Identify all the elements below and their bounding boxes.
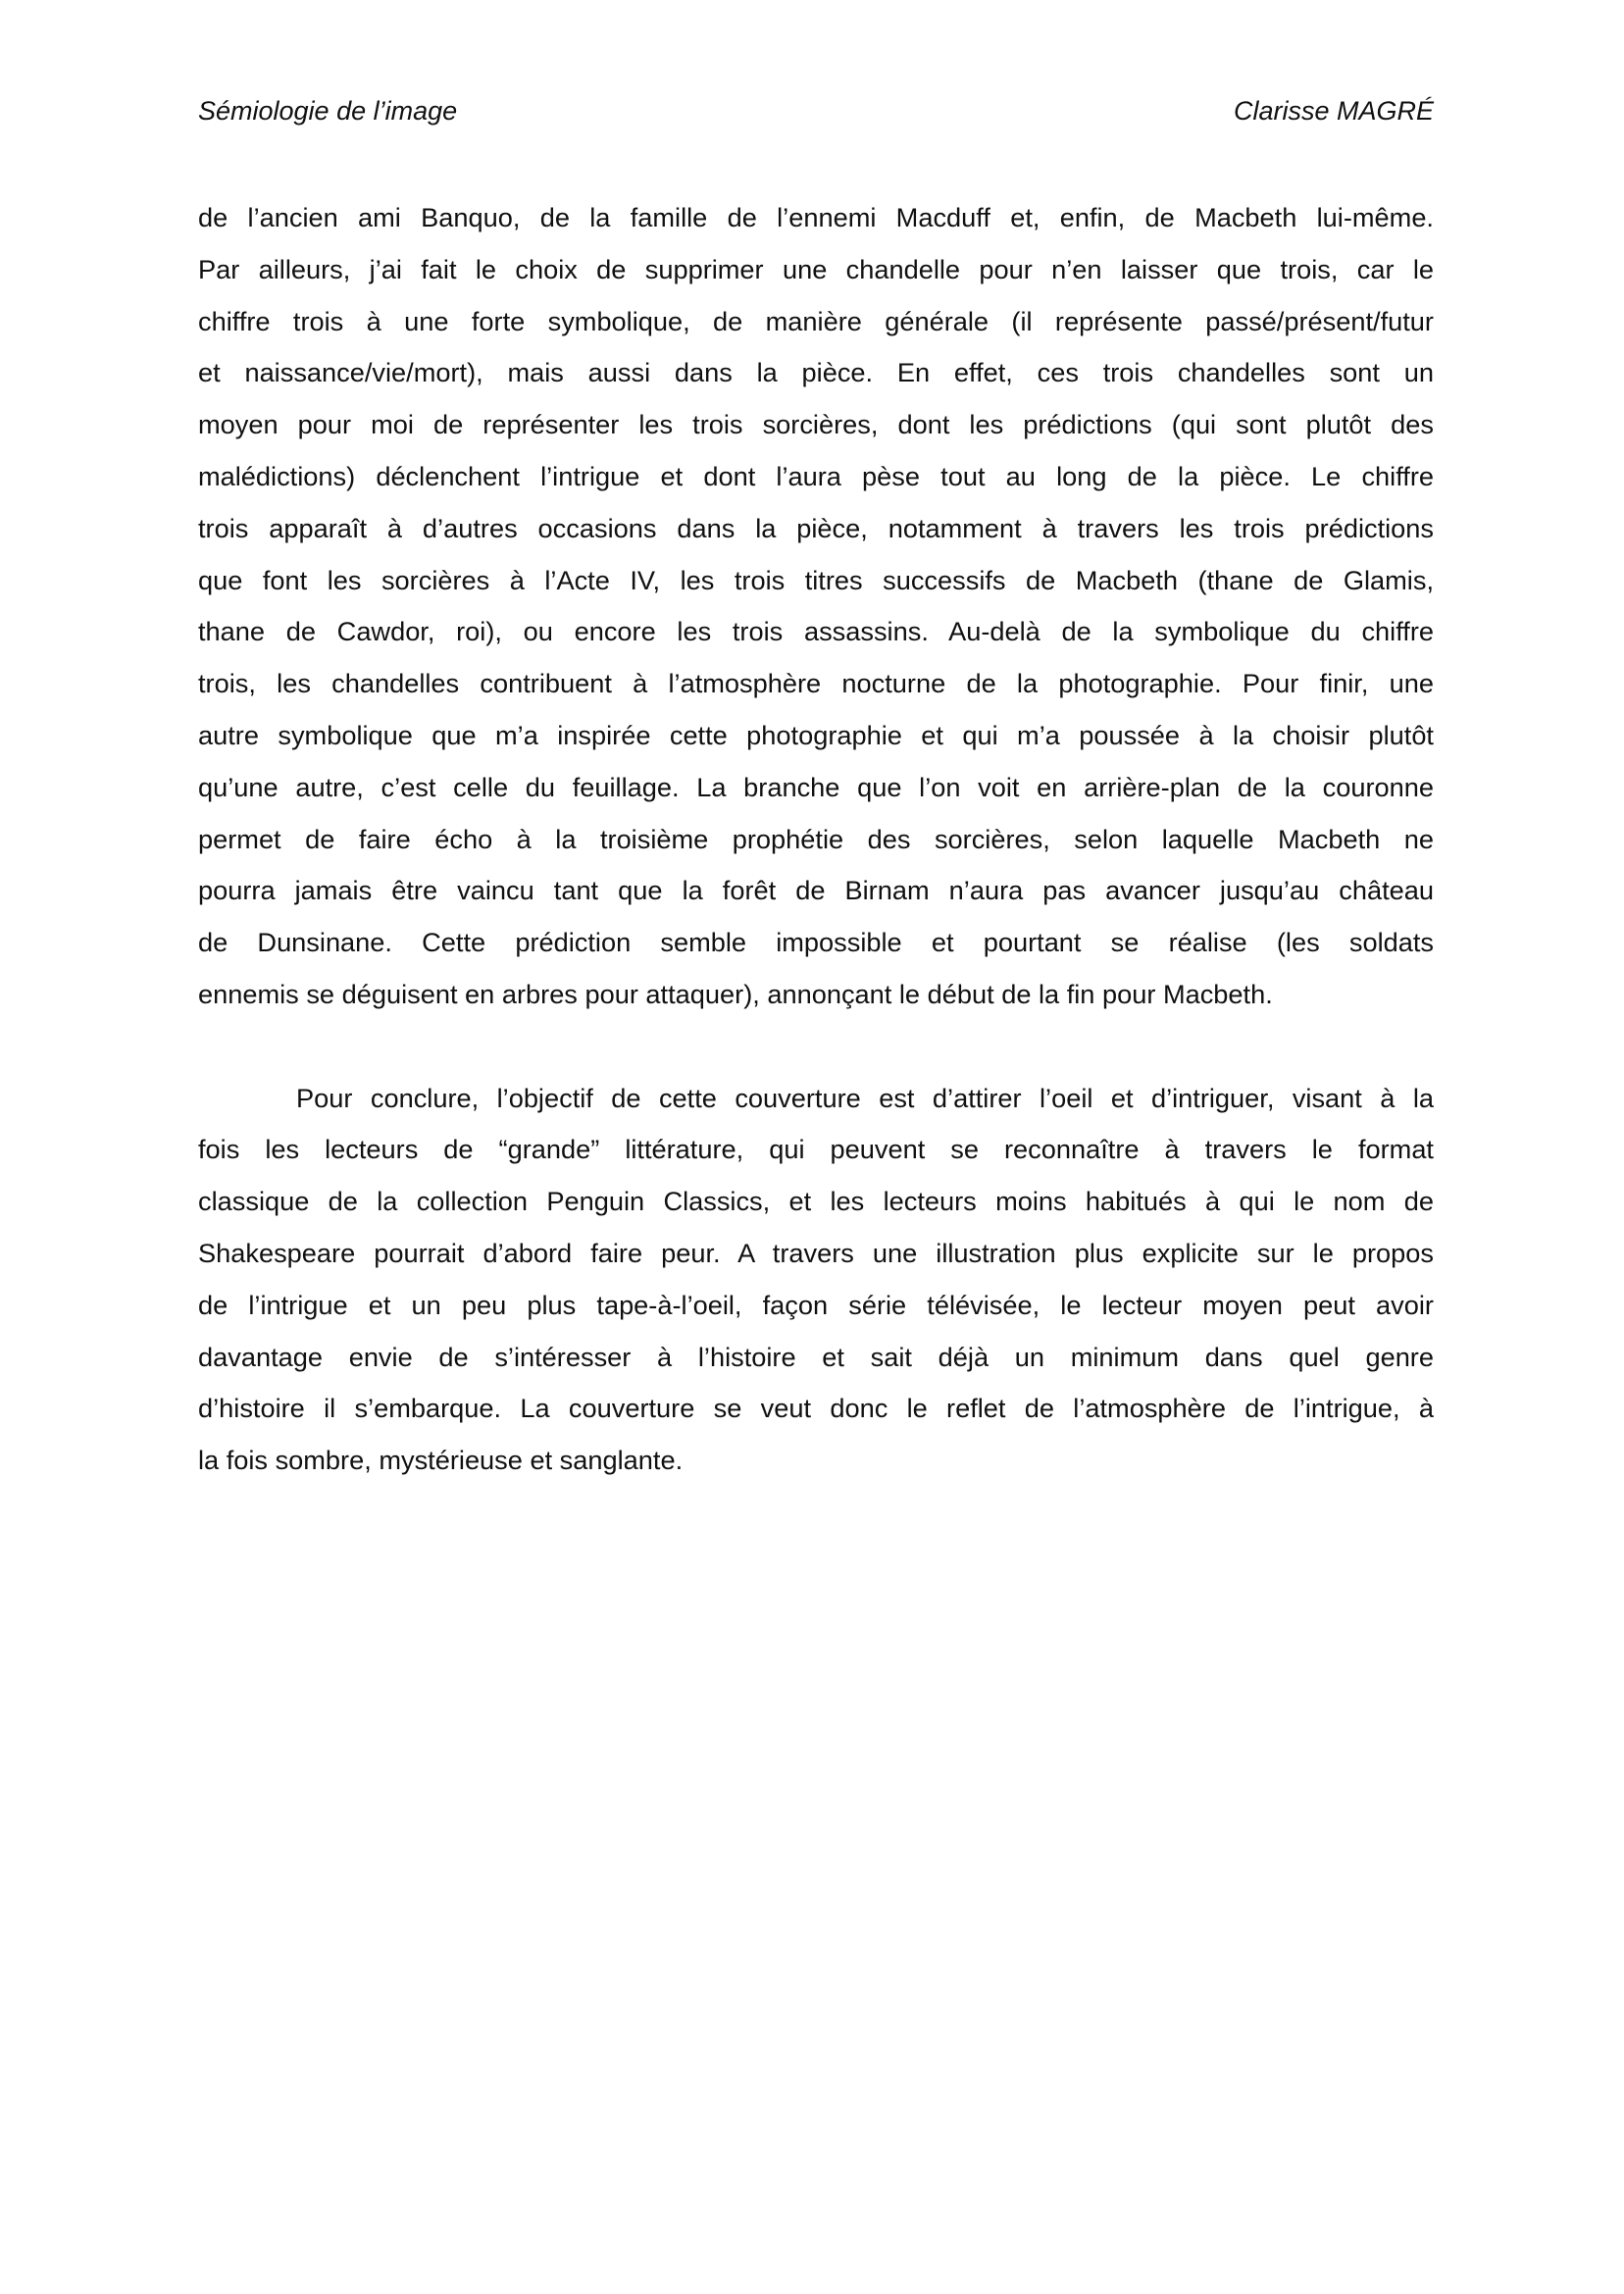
text-line: malédictions) déclenchent l’intrigue et dont l’aura pèse tout au long de la pièce. Le chiffre [198,460,1434,491]
text-line: ennemis se déguisent en arbres pour attaquer), annonçant le début de la fin pour Macbeth. [198,978,1273,1009]
header-author: Clarisse MAGRÉ [1233,96,1434,126]
text-line: Shakespeare pourrait d’abord faire peur. A travers une illustration plus explicite sur le propos [198,1237,1434,1268]
text-line: de l’intrigue et un peu plus tape-à-l’oeil, façon série télévisée, le lecteur moyen peut avoir [198,1289,1434,1320]
text-line: davantage envie de s’intéresser à l’histoire et sait déjà un minimum dans quel genre [198,1341,1434,1372]
text-line: Pour conclure, l’objectif de cette couverture est d’attirer l’oeil et d’intriguer, visant à la [296,1082,1434,1113]
paragraph-spacer [198,1021,1434,1073]
text-line: de l’ancien ami Banquo, de la famille de l’ennemi Macduff et, enfin, de Macbeth lui-même. [198,202,1434,232]
text-line: qu’une autre, c’est celle du feuillage. La branche que l’on voit en arrière-plan de la couronne [198,771,1434,802]
text-line: et naissance/vie/mort), mais aussi dans la pièce. En effet, ces trois chandelles sont un [198,357,1434,388]
text-line: moyen pour moi de représenter les trois sorcières, dont les prédictions (qui sont plutôt des [198,409,1434,440]
text-line: thane de Cawdor, roi), ou encore les trois assassins. Au-delà de la symbolique du chiffre [198,616,1434,647]
text-line: que font les sorcières à l’Acte IV, les trois titres successifs de Macbeth (thane de Glamis, [198,564,1434,595]
paragraph [198,1073,1434,1487]
text-line: chiffre trois à une forte symbolique, de manière générale (il représente passé/présent/futur [198,305,1434,336]
text-line: Par ailleurs, j’ai fait le choix de supprimer une chandelle pour n’en laisser que trois, car le [198,253,1434,284]
text-line: autre symbolique que m’a inspirée cette photographie et qui m’a poussée à la choisir plutôt [198,719,1434,750]
body-text [198,192,1434,1487]
text-line: la fois sombre, mystérieuse et sanglante. [198,1445,684,1476]
text-line: d’histoire il s’embarque. La couverture se veut donc le reflet de l’atmosphère de l’intrigue, à [198,1393,1434,1424]
text-line: de Dunsinane. Cette prédiction semble impossible et pourtant se réalise (les soldats [198,927,1434,958]
text-line: pourra jamais être vaincu tant que la forêt de Birnam n’aura pas avancer jusqu’au château [198,875,1434,906]
header-course-title: Sémiologie de l’image [198,96,458,126]
text-line: trois, les chandelles contribuent à l’atmosphère nocturne de la photographie. Pour finir, une [198,668,1434,699]
paragraph [198,192,1434,1021]
text-line: classique de la collection Penguin Classics, et les lecteurs moins habitués à qui le nom de [198,1186,1434,1217]
text-line: permet de faire écho à la troisième prophétie des sorcières, selon laquelle Macbeth ne [198,823,1434,854]
text-line: fois les lecteurs de “grande” littérature, qui peuvent se reconnaître à travers le format [198,1134,1434,1165]
text-line: trois apparaît à d’autres occasions dans la pièce, notamment à travers les trois prédictions [198,512,1434,543]
page-header [198,96,1434,135]
